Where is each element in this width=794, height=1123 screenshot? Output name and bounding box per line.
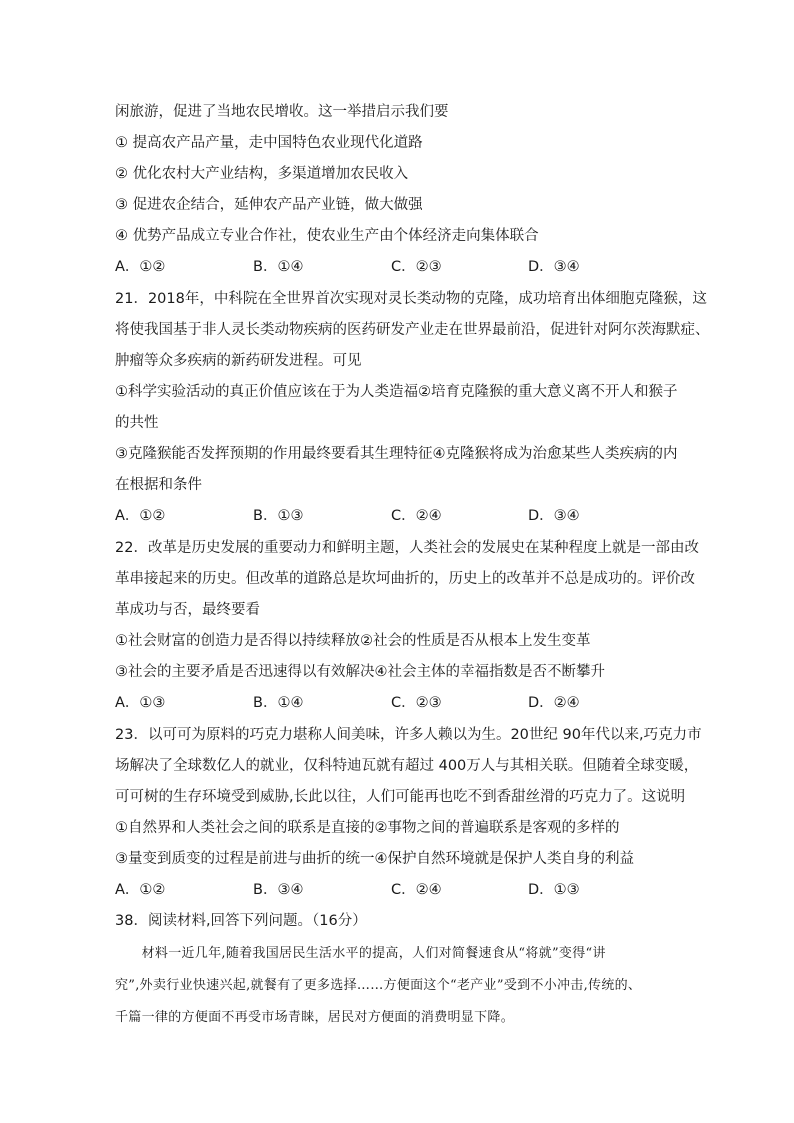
q22-option-c: C．②③ <box>391 695 442 711</box>
q23-option-a: A．①② <box>115 882 166 898</box>
q21-option-b: B．①③ <box>253 508 304 524</box>
q23-stem-line-1: 23．以可可为原料的巧克力堪称人间美味，许多人赖以为生。20世纪 90年代以来,巧克力市 <box>115 727 702 743</box>
q22-option-a: A．①③ <box>115 695 166 711</box>
q20-option-a: A．①② <box>115 259 166 275</box>
q23-item-line-1: ①自然界和人类社会之间的联系是直接的②事物之间的普遍联系是客观的多样的 <box>115 820 620 836</box>
q21-item-line-3: ③克隆猴能否发挥预期的作用最终要看其生理特征④克隆猴将成为治愈某些人类疾病的内 <box>115 446 678 462</box>
q21-option-a: A．①② <box>115 508 166 524</box>
q20-intro-tail: 闲旅游，促进了当地农民增收。这一举措启示我们要 <box>115 104 449 120</box>
q21-option-d: D．③④ <box>528 508 580 524</box>
q21-item-line-1: ①科学实验活动的真正价值应该在于为人类造福②培育克隆猴的重大意义离不开人和猴子 <box>115 384 678 400</box>
q23-option-b: B．③④ <box>253 882 304 898</box>
q23-option-c: C．②④ <box>391 882 442 898</box>
q20-item-1: ① 提高农产品产量，走中国特色农业现代化道路 <box>115 135 423 151</box>
q22-stem-line-1: 22．改革是历史发展的重要动力和鲜明主题，人类社会的发展史在某种程度上就是一部由改 <box>115 540 699 556</box>
q23-stem-line-2: 场解决了全球数亿人的就业，仅科特迪瓦就有超过 400万人与其相关联。但随着全球变暖， <box>115 758 699 774</box>
q21-stem-line-1: 21．2018年，中科院在全世界首次实现对灵长类动物的克隆，成功培育出体细胞克隆猴，这 <box>115 291 707 307</box>
q20-item-2: ② 优化农村大产业结构，多渠道增加农民收入 <box>115 166 409 182</box>
q22-item-line-2: ③社会的主要矛盾是否迅速得以有效解决④社会主体的幸福指数是否不断攀升 <box>115 664 605 680</box>
q20-option-c: C．②③ <box>391 259 442 275</box>
q20-item-4: ④ 优势产品成立专业合作社，使农业生产由个体经济走向集体联合 <box>115 228 539 244</box>
q38-title: 38．阅读材料,回答下列问题。（16分） <box>115 913 367 929</box>
q22-item-line-1: ①社会财富的创造力是否得以持续释放②社会的性质是否从根本上发生变革 <box>115 633 591 649</box>
q23-option-d: D．①③ <box>528 882 580 898</box>
q22-option-b: B．①④ <box>253 695 304 711</box>
q20-item-3: ③ 促进农企结合，延伸农产品产业链，做大做强 <box>115 197 423 213</box>
q23-item-line-2: ③量变到质变的过程是前进与曲折的统一④保护自然环境就是保护人类自身的利益 <box>115 851 634 867</box>
q20-option-d: D．③④ <box>528 259 580 275</box>
q23-stem-line-3: 可可树的生存环境受到威胁,长此以往，人们可能再也吃不到香甜丝滑的巧克力了。这说明 <box>115 789 686 805</box>
q22-stem-line-3: 革成功与否，最终要看 <box>115 602 260 618</box>
q21-stem-line-2: 将使我国基于非人灵长类动物疾病的医药研发产业走在世界最前沿，促进针对阿尔茨海默症、 <box>115 322 710 338</box>
q21-option-c: C．②④ <box>391 508 442 524</box>
q22-option-d: D．②④ <box>528 695 580 711</box>
q21-item-line-2: 的共性 <box>115 415 159 431</box>
q38-material-line-1: 材料一近几年,随着我国居民生活水平的提高，人们对简餐速食从“将就”变得“讲 <box>115 946 606 961</box>
q21-stem-line-3: 肿瘤等众多疾病的新药研发进程。可见 <box>115 353 362 369</box>
q20-option-b: B．①④ <box>253 259 304 275</box>
q38-material-line-2: 究”,外卖行业快速兴起,就餐有了更多选择……方便面这个“老产业”受到不小冲击,传统的、 <box>115 978 642 993</box>
q21-item-line-4: 在根据和条件 <box>115 477 202 493</box>
q38-material-line-3: 千篇一律的方便面不再受市场青睐，居民对方便面的消费明显下降。 <box>115 1010 515 1025</box>
q22-stem-line-2: 革串接起来的历史。但改革的道路总是坎坷曲折的，历史上的改革并不总是成功的。评价改 <box>115 571 695 587</box>
